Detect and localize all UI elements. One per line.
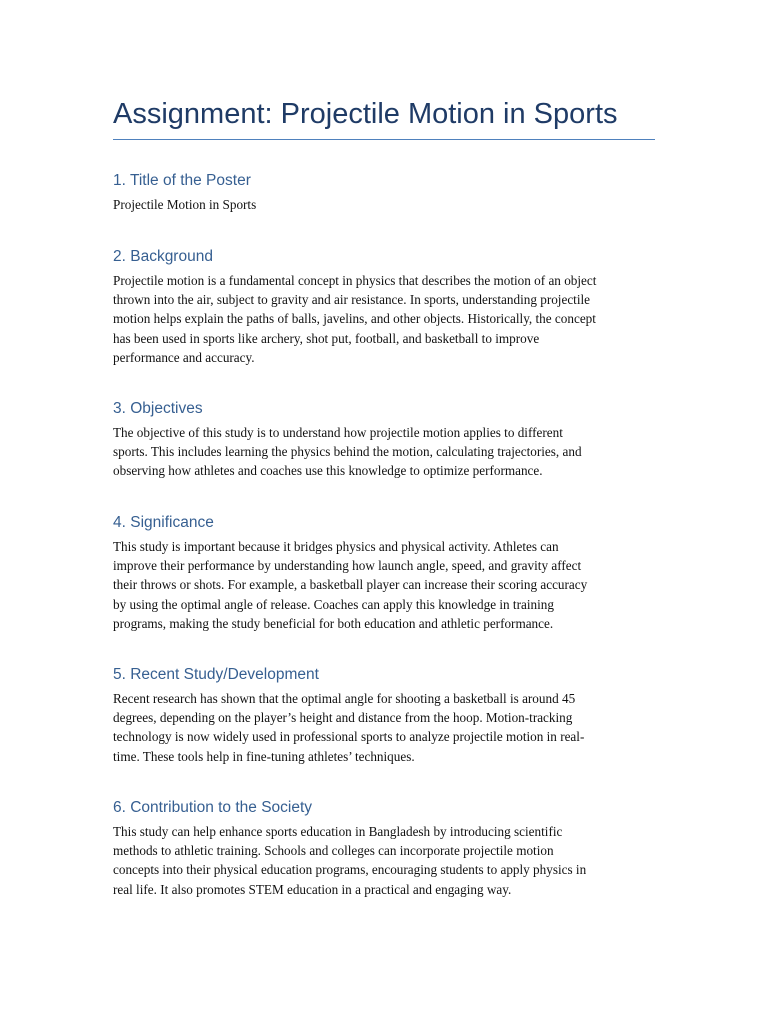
section-heading: 2. Background [113, 248, 213, 265]
section-body [113, 423, 658, 481]
section-body [113, 271, 658, 367]
body-line: time. These tools help in fine-tuning athletes’ techniques. [113, 748, 415, 764]
section-heading: 1. Title of the Poster [113, 172, 251, 189]
body-line: has been used in sports like archery, shot put, football, and basketball to improve [113, 330, 540, 346]
body-line: degrees, depending on the player’s height and distance from the hoop. Motion-tracking [113, 710, 573, 726]
body-line: motion helps explain the paths of balls, javelins, and other objects. Historically, the concept [113, 311, 596, 327]
body-line: concepts into their physical education programs, encouraging students to apply physics in [113, 862, 587, 878]
section-body [113, 195, 658, 214]
body-line: thrown into the air, subject to gravity and air resistance. In sports, understanding projectile [113, 292, 591, 308]
body-line: Recent research has shown that the optimal angle for shooting a basketball is around 45 [113, 691, 576, 706]
document-title: Assignment: Projectile Motion in Sports [113, 98, 618, 130]
section-title-of-poster [113, 170, 658, 214]
body-line: technology is now widely used in professional sports to analyze projectile motion in real- [113, 729, 585, 745]
section-heading: 4. Significance [113, 514, 214, 531]
section-contribution [113, 797, 658, 899]
body-line: observing how athletes and coaches use this knowledge to optimize performance. [113, 463, 543, 479]
body-line: Projectile Motion in Sports [113, 197, 257, 212]
section-body [113, 822, 658, 899]
section-significance [113, 512, 658, 633]
body-line: by using the optimal angle of release. Coaches can apply this knowledge in training [113, 596, 554, 612]
section-heading: 5. Recent Study/Development [113, 666, 319, 683]
body-line: performance and accuracy. [113, 349, 255, 365]
body-line: methods to athletic training. Schools and colleges can incorporate projectile motion [113, 843, 554, 859]
body-line: real life. It also promotes STEM education in a practical and engaging way. [113, 881, 512, 897]
body-line: Projectile motion is a fundamental concept in physics that describes the motion of an object [113, 273, 597, 288]
section-heading: 6. Contribution to the Society [113, 799, 313, 816]
section-objectives [113, 398, 658, 481]
body-line: programs, making the study beneficial for both education and athletic performance. [113, 615, 554, 631]
section-body [113, 537, 658, 633]
body-line: This study is important because it bridges physics and physical activity. Athletes can [113, 539, 559, 554]
body-line: This study can help enhance sports education in Bangladesh by introducing scientific [113, 824, 563, 839]
body-line: sports. This includes learning the physics behind the motion, calculating trajectories, and [113, 444, 582, 460]
section-heading: 3. Objectives [113, 400, 203, 417]
body-line: The objective of this study is to understand how projectile motion applies to different [113, 425, 563, 440]
body-line: their throws or shots. For example, a basketball player can increase their scoring accuracy [113, 577, 588, 593]
section-background [113, 246, 658, 367]
section-recent-study [113, 664, 658, 766]
body-line: improve their performance by understanding how launch angle, speed, and gravity affect [113, 558, 582, 574]
section-body [113, 689, 658, 766]
title-divider [113, 139, 655, 140]
